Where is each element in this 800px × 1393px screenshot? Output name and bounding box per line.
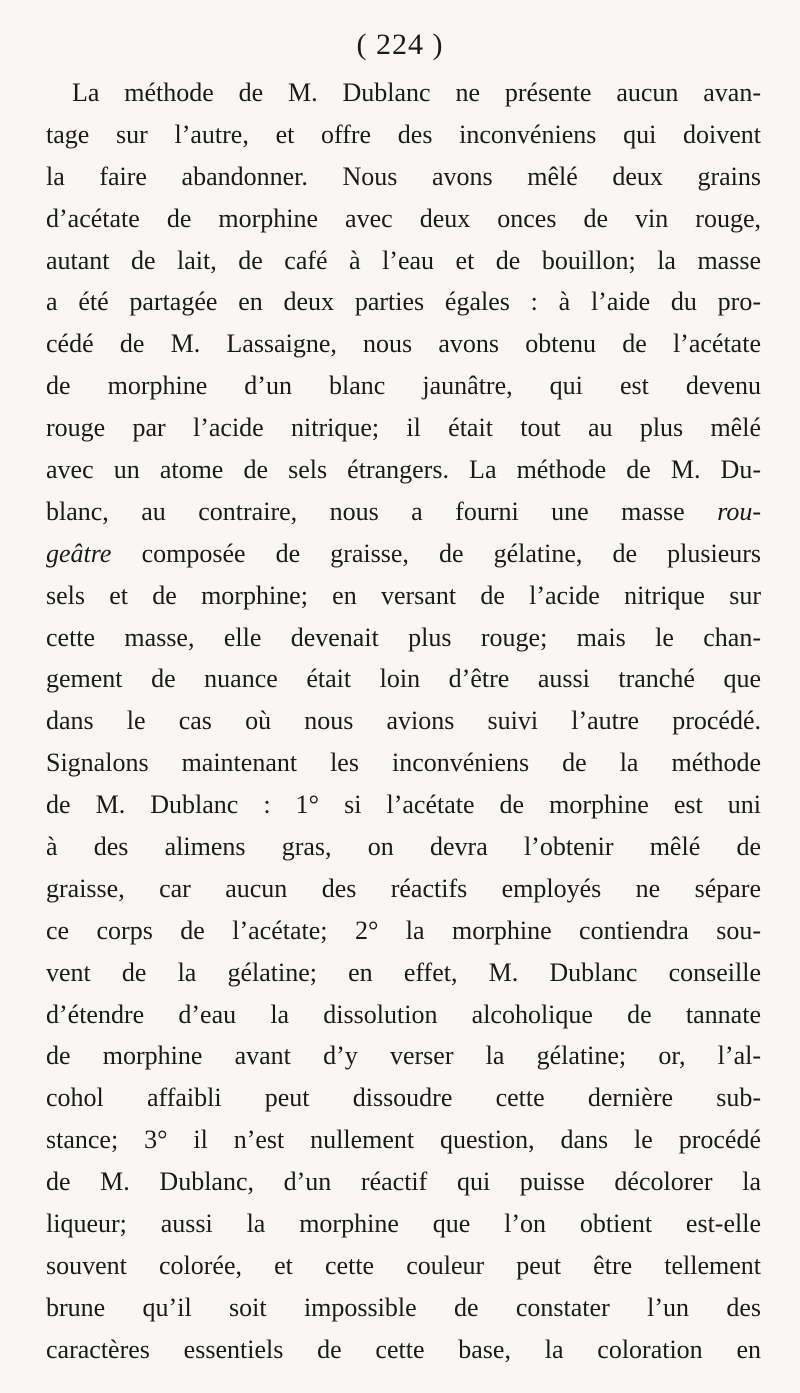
page-number: ( 224 ) — [356, 28, 444, 61]
line-text: brune qu’il soit impossible de constater l’un des — [46, 1292, 761, 1322]
line-text: souvent colorée, et cette couleur peut être tellement — [46, 1250, 761, 1280]
line-text: à des alimens gras, on devra l’obtenir mêlé de — [46, 832, 761, 862]
text-line — [46, 575, 761, 617]
text-line — [46, 1287, 761, 1329]
text-line — [46, 1329, 761, 1371]
text-line — [46, 700, 761, 742]
line-text: stance; 3° il n’est nullement question, dans le procédé — [46, 1125, 761, 1155]
text-line — [46, 1119, 761, 1161]
text-line — [46, 323, 761, 365]
text-line — [46, 617, 761, 659]
line-text: vent de la gélatine; en effet, M. Dublanc conseille — [46, 957, 761, 987]
line-text: autant de lait, de café à l’eau et de bouillon; la masse — [46, 245, 761, 275]
text-line — [46, 72, 761, 114]
line-text: de morphine avant d’y verser la gélatine; or, l’al- — [46, 1041, 761, 1071]
line-text: composée de graisse, de gélatine, de plusieurs — [141, 538, 762, 568]
line-text: cédé de M. Lassaigne, nous avons obtenu de l’acétate — [46, 329, 761, 359]
line-text: Signalons maintenant les inconvéniens de la méthode — [46, 748, 761, 778]
line-text: La méthode de M. Dublanc ne présente aucun avan- — [72, 78, 761, 107]
text-line — [46, 658, 761, 700]
text-line — [46, 994, 761, 1036]
text-line — [46, 1161, 761, 1203]
italic-text: rou- — [717, 496, 761, 526]
text-line — [46, 952, 761, 994]
line-text: ce corps de l’acétate; 2° la morphine contiendra sou- — [46, 915, 761, 945]
line-text: avec un atome de sels étrangers. La méthode de M. Du- — [46, 455, 761, 485]
text-line — [46, 281, 761, 323]
body-text — [46, 72, 761, 1371]
text-line — [46, 449, 761, 491]
line-text: graisse, car aucun des réactifs employés ne sépare — [46, 873, 761, 903]
text-line — [46, 1203, 761, 1245]
text-line — [46, 910, 761, 952]
text-line — [46, 742, 761, 784]
text-line — [46, 491, 761, 533]
text-line — [46, 868, 761, 910]
line-text: cohol affaibli peut dissoudre cette dernière sub- — [46, 1083, 761, 1113]
line-text: d’acétate de morphine avec deux onces de vin rouge, — [46, 203, 761, 233]
line-text: a été partagée en deux parties égales : à l’aide du pro- — [46, 287, 761, 317]
line-text: dans le cas où nous avions suivi l’autre procédé. — [46, 706, 761, 736]
line-text: de M. Dublanc, d’un réactif qui puisse décolorer la — [46, 1167, 761, 1197]
text-line — [46, 240, 761, 282]
text-line — [46, 533, 761, 575]
line-text: liqueur; aussi la morphine que l’on obtient est-elle — [46, 1209, 761, 1239]
line-text: de morphine d’un blanc jaunâtre, qui est devenu — [46, 371, 761, 401]
text-line — [46, 1035, 761, 1077]
line-text: gement de nuance était loin d’être aussi tranché que — [46, 664, 761, 694]
text-line — [46, 784, 761, 826]
line-text: rouge par l’acide nitrique; il était tout au plus mêlé — [46, 413, 761, 443]
line-text: caractères essentiels de cette base, la coloration en — [46, 1334, 761, 1364]
line-text: tage sur l’autre, et offre des inconvéniens qui doivent — [46, 119, 761, 149]
italic-text: geâtre — [46, 538, 112, 568]
text-line — [46, 1077, 761, 1119]
text-line — [46, 365, 761, 407]
text-line — [46, 198, 761, 240]
line-text: d’étendre d’eau la dissolution alcoholique de tannate — [46, 999, 761, 1029]
line-text: sels et de morphine; en versant de l’acide nitrique sur — [46, 580, 761, 610]
text-line — [46, 826, 761, 868]
line-text: cette masse, elle devenait plus rouge; mais le chan- — [46, 622, 761, 652]
line-text: de M. Dublanc : 1° si l’acétate de morphine est uni — [46, 790, 761, 820]
line-text: blanc, au contraire, nous a fourni une masse — [46, 496, 685, 526]
text-line — [46, 407, 761, 449]
text-line — [46, 114, 761, 156]
text-line — [46, 156, 761, 198]
line-text: la faire abandonner. Nous avons mêlé deux grains — [46, 161, 761, 191]
text-line — [46, 1245, 761, 1287]
